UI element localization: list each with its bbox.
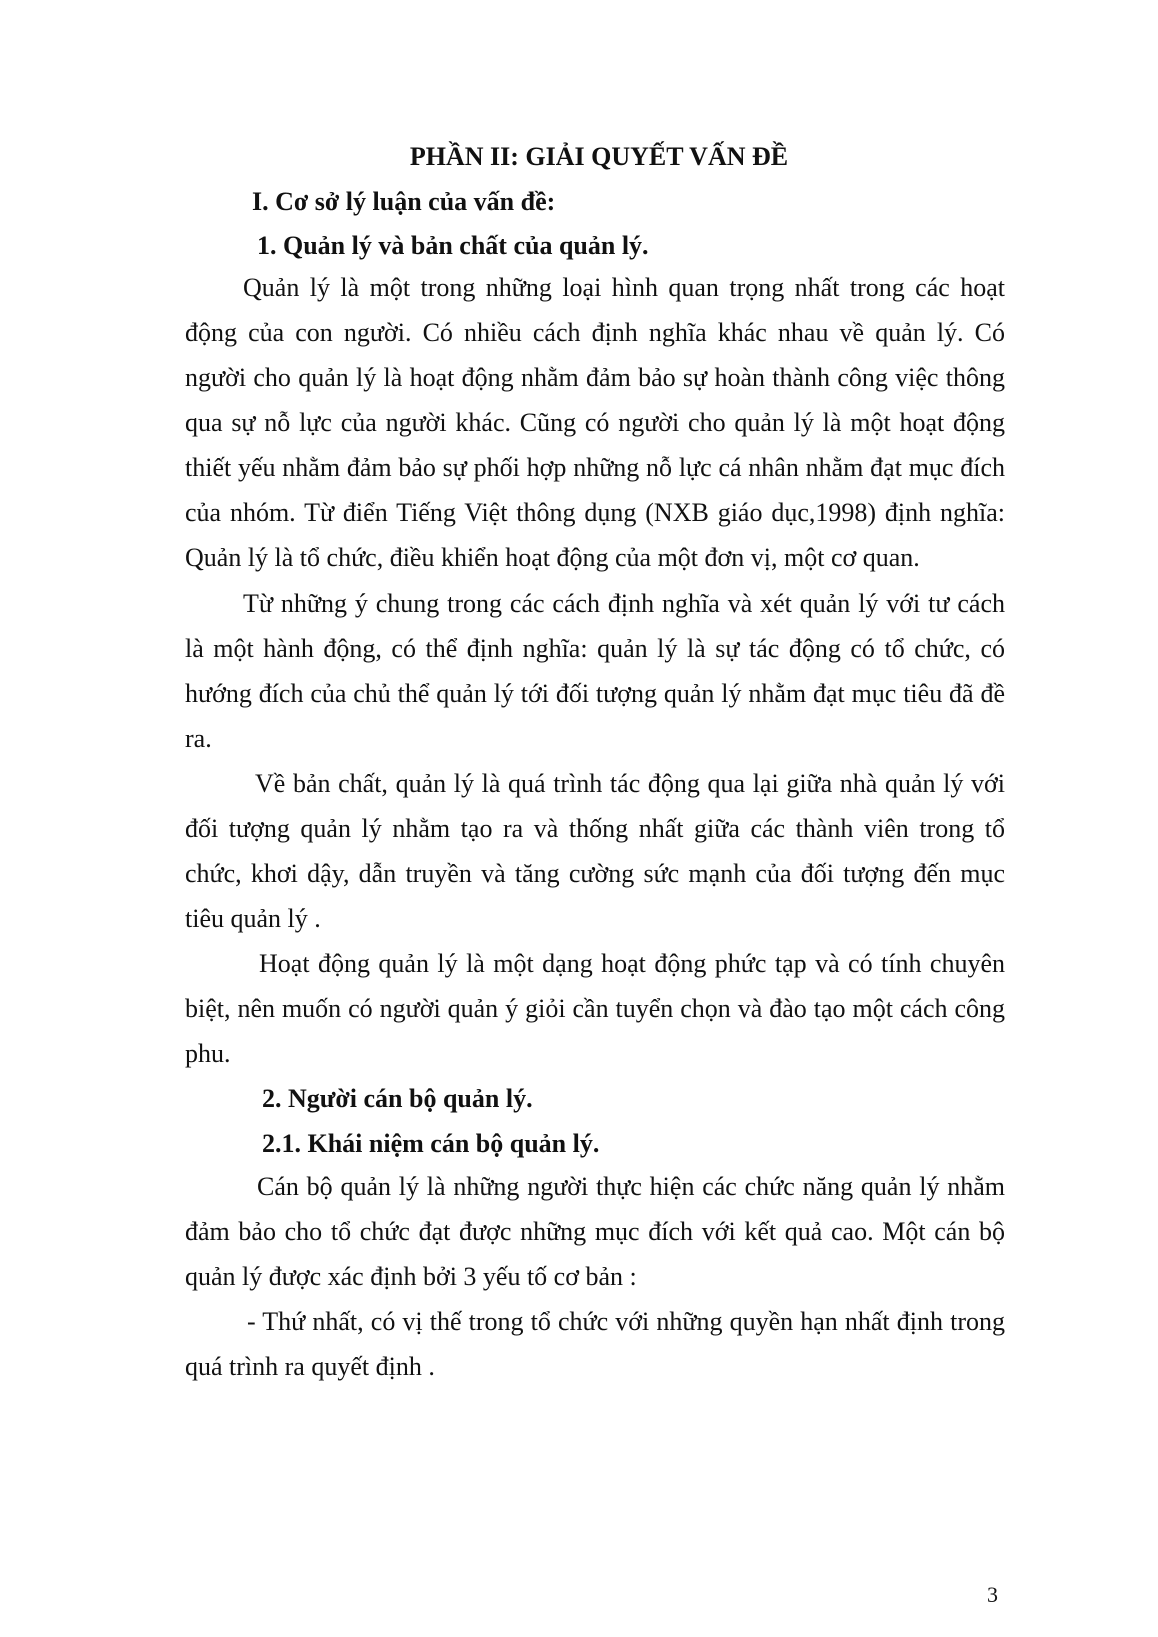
paragraph: Quản lý là một trong những loại hình quan trọng nhất trong các hoạt động của con người. Có nhiều cách định nghĩa khác nhau về quản lý. Có người cho quản lý là hoạt động nhằm đảm bảo sự hoàn thành công việc thông qua sự nỗ lực của người khác. Cũng có người cho quản lý là một hoạt động thiết yếu nhằm đảm bảo sự phối hợp những nỗ lực cá nhân nhằm đạt mục đích của nhóm. Từ điển Tiếng Việt thông dụng (NXB giáo dục,1998) định nghĩa: Quản lý là tổ chức, điều khiển hoạt động của một đơn vị, một cơ quan. bbox=[185, 273, 1005, 572]
paragraph: Từ những ý chung trong các cách định nghĩa và xét quản lý với tư cách là một hành động, có thể định nghĩa: quản lý là sự tác động có tổ chức, có hướng đích của chủ thể quản lý tới đối tượng quản lý nhằm đạt mục tiêu đã đề ra. bbox=[185, 589, 1005, 753]
page-number: 3 bbox=[987, 1582, 998, 1607]
part-title: PHẦN II: GIẢI QUYẾT VẤN ĐỀ bbox=[409, 142, 789, 171]
subsection-heading: 2.1. Khái niệm cán bộ quản lý. bbox=[262, 1129, 600, 1158]
paragraph: Cán bộ quản lý là những người thực hiện các chức năng quản lý nhằm đảm bảo cho tổ chức đạt được những mục đích với kết quả cao. Một cán bộ quản lý được xác định bởi 3 yếu tố cơ bản : bbox=[185, 1172, 1005, 1291]
section-heading: I. Cơ sở lý luận của vấn đề: bbox=[252, 187, 556, 216]
subsection-heading: 2. Người cán bộ quản lý. bbox=[262, 1084, 533, 1113]
paragraph: Hoạt động quản lý là một dạng hoạt động phức tạp và có tính chuyên biệt, nên muốn có người quản ý giỏi cần tuyển chọn và đào tạo một cách công phu. bbox=[185, 949, 1005, 1068]
paragraph: Về bản chất, quản lý là quá trình tác động qua lại giữa nhà quản lý với đối tượng quản lý nhằm tạo ra và thống nhất giữa các thành viên trong tổ chức, khơi dậy, dẫn truyền và tăng cường sức mạnh của đối tượng đến mục tiêu quản lý . bbox=[185, 769, 1005, 933]
paragraph: - Thứ nhất, có vị thế trong tổ chức với những quyền hạn nhất định trong quá trình ra quyết định . bbox=[185, 1307, 1005, 1381]
subsection-heading: 1. Quản lý và bản chất của quản lý. bbox=[257, 231, 649, 260]
